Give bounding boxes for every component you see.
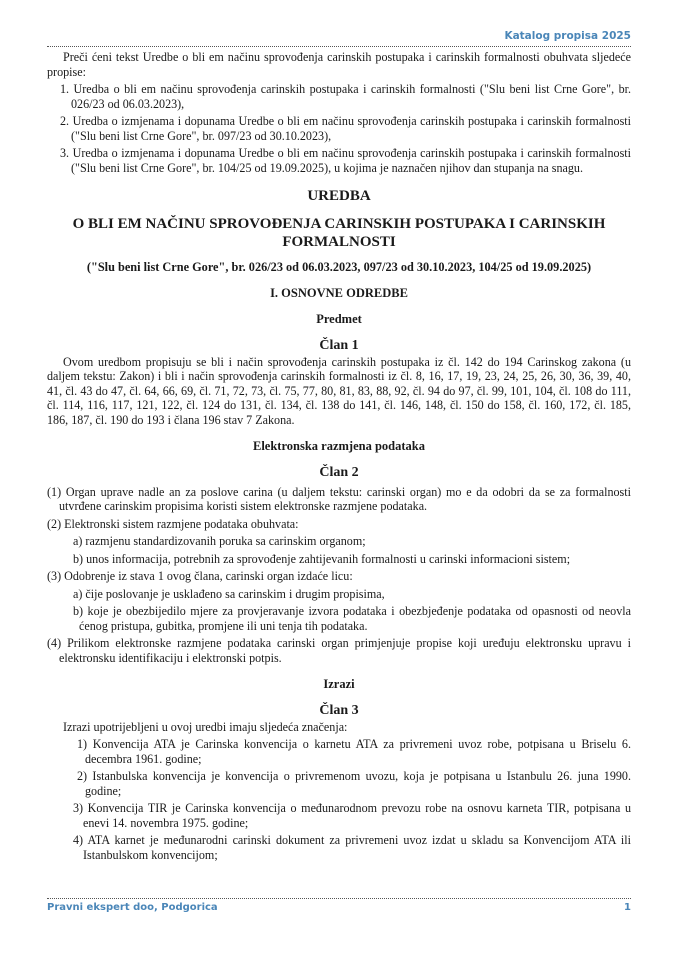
intro-text: Preči ćeni tekst Uredbe o bli em načinu sprovođenja carinskih postupaka i carinskih formalnosti obuhvata sljedeće propise: bbox=[47, 50, 631, 79]
article-subtitle: Predmet bbox=[316, 312, 362, 326]
article-subitem: a) razmjenu standardizovanih poruka sa carinskim organom; bbox=[73, 534, 366, 548]
footer-publisher: Pravni ekspert doo, Podgorica bbox=[47, 902, 218, 913]
document-type: UREDBA bbox=[307, 188, 371, 204]
article-subitem: b) unos informacija, potrebnih za sprovođenje zahtijevanih formalnosti u carinski informacioni sistem; bbox=[73, 551, 571, 566]
article-subtitle: Izrazi bbox=[323, 677, 355, 691]
article-title: Član 3 bbox=[319, 702, 359, 718]
intro-item: 2. Uredba o izmjenama i dopunama Uredbe o bli em načinu sprovođenja carinskih postupaka i carinskih formalnosti ("Slu beni list Crne Gore", br. 097/23 od 30.10.2023), bbox=[60, 114, 631, 143]
definition-item: 4) ATA karnet je međunarodni carinski dokument za privremeni uvoz izdat u skladu sa Konvencijom ATA ili Istanbulskom konvencijom; bbox=[73, 833, 631, 862]
article-subitem: b) koje je obezbijedilo mjere za provjeravanje izvora podataka i obezbjeđenje podataka od opasnosti od neovla ćenog pristupa, gubitka, promjene ili uni tenja tih podataka. bbox=[73, 604, 631, 633]
article-paragraph: (4) Prilikom elektronske razmjene podataka carinski organ primjenjuje propise koji uređuju elektronsku upravu i elektronsku identifikaciju i elektronski potpis. bbox=[47, 636, 631, 665]
article-intro: Izrazi upotrijebljeni u ovoj uredbi imaju sljedeća značenja: bbox=[63, 719, 348, 734]
intro-item: 1. Uredba o bli em načinu sprovođenja carinskih postupaka i carinskih formalnosti ("Slu beni list Crne Gore", br. 026/23 od 06.03.2023), bbox=[60, 82, 631, 111]
definition-item: 2) Istanbulska konvencija je konvencija o privremenom uvozu, koja je potpisana u Istanbulu 26. juna 1990. godine; bbox=[77, 769, 631, 798]
page-header bbox=[47, 30, 631, 47]
section-heading: I. OSNOVNE ODREDBE bbox=[270, 285, 408, 300]
definition-item: 1) Konvencija ATA je Carinska konvencija o karnetu ATA za privremeni uvoz robe, potpisana u Briselu 6. decembra 1961. godine; bbox=[77, 737, 631, 766]
definition-item: 3) Konvencija TIR je Carinska konvencija o međunarodnom prevozu robe na osnovu karneta TIR, potpisana u enevi 14. novembra 1975. godine; bbox=[73, 801, 631, 830]
article-paragraph: (2) Elektronski sistem razmjene podataka obuhvata: bbox=[47, 516, 299, 531]
document-title: O BLI EM NAČINU SPROVOĐENJA CARINSKIH POSTUPAKA I CARINSKIH FORMALNOSTI bbox=[72, 216, 606, 250]
page-content bbox=[47, 50, 631, 862]
article-paragraph: (1) Organ uprave nadle an za poslove carina (u daljem tekstu: carinski organ) mo e da odobri da se za formalnosti utvrđene carinskim propisima koristi sistem elektronske razmjene podataka. bbox=[47, 484, 631, 513]
article-title: Član 1 bbox=[319, 337, 359, 353]
article-paragraph: (3) Odobrenje iz stava 1 ovog člana, carinski organ izdaće licu: bbox=[47, 569, 353, 583]
article-subitem: a) čije poslovanje je usklađeno sa carinskim i drugim propisima, bbox=[73, 586, 385, 601]
intro-item: 3. Uredba o izmjenama i dopunama Uredbe o bli em načinu sprovođenja carinskih postupaka i carinskih formalnosti ("Slu beni list Crne Gore", br. 104/25 od 19.09.2025), u kojima je naznačen njihov dan stupanja na snagu. bbox=[60, 146, 631, 175]
header-title: Katalog propisa 2025 bbox=[504, 30, 631, 42]
page-number: 1 bbox=[624, 902, 631, 913]
document-reference: ("Slu beni list Crne Gore", br. 026/23 od 06.03.2023, 097/23 od 30.10.2023, 104/25 od 19.09.2025) bbox=[86, 260, 592, 274]
article-subtitle: Elektronska razmjena podataka bbox=[252, 439, 425, 453]
article-title: Član 2 bbox=[319, 464, 359, 480]
article-body: Ovom uredbom propisuju se bli i način sprovođenja carinskih postupaka iz čl. 142 do 194 Carinskog zakona (u daljem tekstu: Zakon) i bli i način sprovođenja carinskih formalnosti iz čl. 8, 16, 17, 19, 23, 24, 25, 26, 30, 36, 39, 40, 41, čl. 43 do 47, čl. 64, 66, 69, čl. 71, 72, 73, čl. 75, 77, 80, 81, 83, 88, 92, čl. 94 do 97, čl. 99, 101, 104, čl. 108 do 111, čl. 114, 116, 117, 121, 122, čl. 124 do 131, čl. 134, čl. 138 do 141, čl. 146, 148, čl. 150 do 158, čl. 160, 172, čl. 185, 186, 187, čl. 190 do 193 i člana 196 stav 7 Zakona. bbox=[47, 354, 631, 427]
page-footer bbox=[47, 898, 631, 917]
